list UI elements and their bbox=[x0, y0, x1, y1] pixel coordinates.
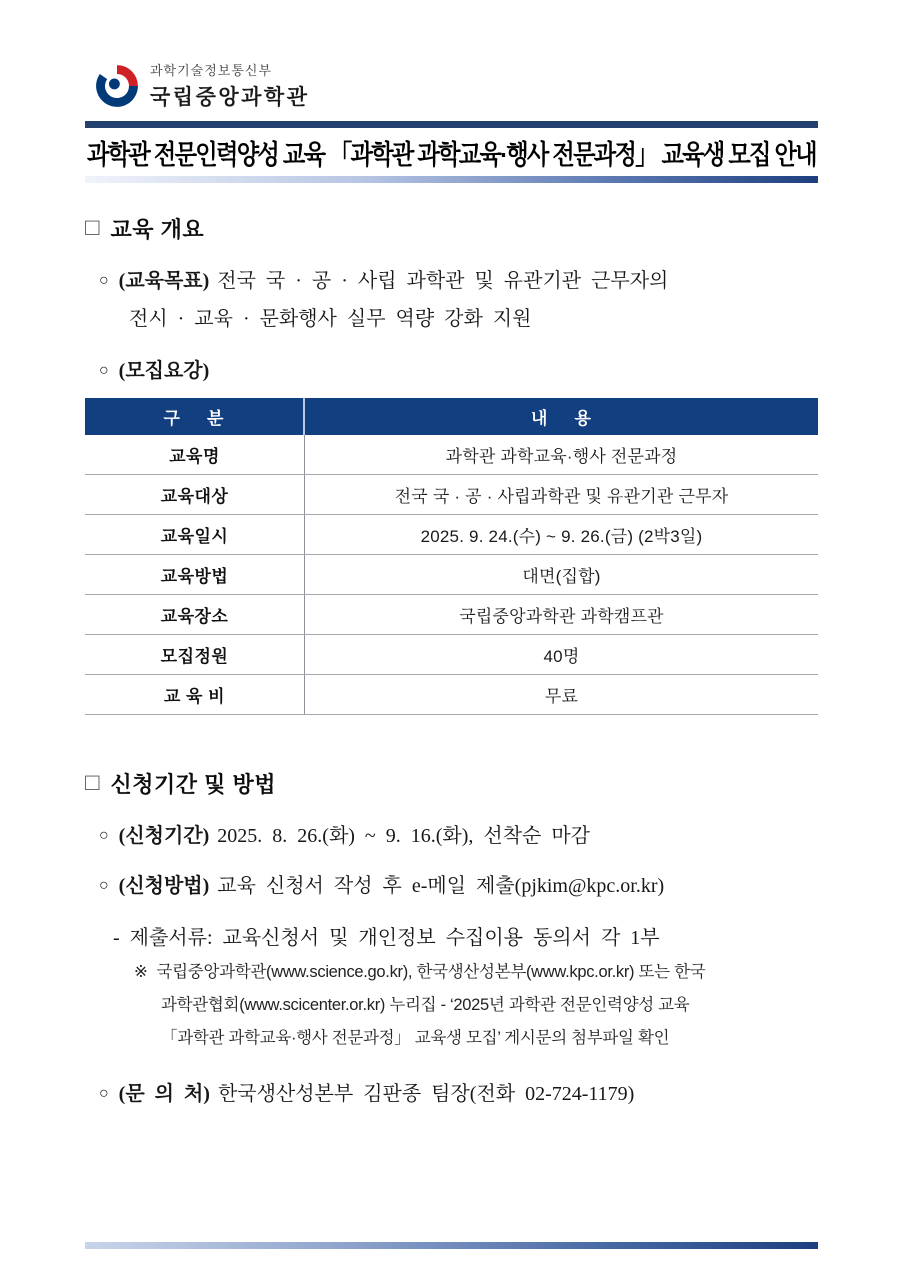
table-row bbox=[85, 555, 818, 595]
note-text-3: 「과학관 과학교육·행사 전문과정」 교육생 모집’ 게시문의 첨부파일 확인 bbox=[161, 1029, 670, 1047]
note-line-1 bbox=[134, 958, 705, 982]
organization-name: 국립중앙과학관 bbox=[150, 86, 310, 109]
note-text-2: 과학관협회(www.scicenter.or.kr) 누리집 - ‘2025년 과학관 전문인력양성 교육 bbox=[161, 996, 690, 1014]
row-value: 40명 bbox=[543, 647, 580, 666]
goal-label: (교육목표) bbox=[118, 270, 210, 292]
row-value: 과학관 과학교육·행사 전문과정 bbox=[445, 447, 678, 466]
row-label: 교육방법 bbox=[85, 555, 305, 594]
period-label: (신청기간) bbox=[118, 825, 210, 847]
section-apply-title: 신청기간 및 방법 bbox=[110, 772, 276, 797]
recruit-line bbox=[99, 354, 217, 383]
row-value: 전국 국 · 공 · 사립과학관 및 유관기관 근무자 bbox=[394, 487, 729, 506]
method-text: 교육 신청서 작성 후 e-메일 제출(pjkim@kpc.or.kr) bbox=[217, 875, 665, 897]
table-row bbox=[85, 435, 818, 475]
recruit-label: (모집요강) bbox=[118, 360, 210, 382]
table-header-row bbox=[85, 398, 818, 435]
row-label: 교육일시 bbox=[85, 515, 305, 554]
section-overview-title: 교육 개요 bbox=[110, 217, 205, 242]
circle-bullet-icon: ○ bbox=[99, 272, 109, 289]
page-title: 과학관 전문인력양성 교육 「과학관 과학교육·행사 전문과정」 교육생 모집 안내 bbox=[87, 140, 816, 170]
table-header-category: 구 분 bbox=[85, 398, 305, 435]
row-value: 대면(집합) bbox=[522, 567, 601, 586]
ministry-name: 과학기술정보통신부 bbox=[150, 63, 273, 78]
section-overview-heading bbox=[85, 213, 204, 244]
contact-label: (문 의 처) bbox=[118, 1083, 210, 1105]
goal-line-2 bbox=[129, 302, 531, 331]
table-row bbox=[85, 635, 818, 675]
gov-logo bbox=[94, 60, 310, 111]
footer-accent-bar bbox=[85, 1242, 818, 1249]
row-label: 교 육 비 bbox=[85, 675, 305, 714]
circle-bullet-icon: ○ bbox=[99, 877, 109, 894]
row-label: 모집정원 bbox=[85, 635, 305, 674]
row-label: 교육명 bbox=[85, 435, 305, 474]
apply-period-line bbox=[99, 819, 590, 848]
title-top-bar bbox=[85, 121, 818, 128]
contact-text: 한국생산성본부 김판종 팀장(전화 02-724-1179) bbox=[217, 1083, 635, 1105]
title-underline-bar bbox=[85, 176, 818, 183]
method-label: (신청방법) bbox=[118, 875, 210, 897]
dash-bullet-icon: - bbox=[113, 927, 120, 949]
row-value: 2025. 9. 24.(수) ~ 9. 26.(금) (2박3일) bbox=[420, 527, 703, 546]
documents-text: 제출서류: 교육신청서 및 개인정보 수집이용 동의서 각 1부 bbox=[129, 927, 660, 949]
row-label: 교육대상 bbox=[85, 475, 305, 514]
table-row bbox=[85, 595, 818, 635]
goal-text-1: 전국 국 · 공 · 사립 과학관 및 유관기관 근무자의 bbox=[217, 270, 669, 292]
apply-method-line bbox=[99, 869, 664, 898]
note-text-1: 국립중앙과학관(www.science.go.kr), 한국생산성본부(www.kpc.or.kr) 또는 한국 bbox=[156, 963, 706, 981]
taegeuk-emblem-icon bbox=[94, 63, 140, 109]
square-bullet-icon: □ bbox=[85, 768, 100, 796]
row-value: 국립중앙과학관 과학캠프관 bbox=[459, 607, 664, 626]
period-text: 2025. 8. 26.(화) ~ 9. 16.(화), 선착순 마감 bbox=[217, 825, 590, 847]
circle-bullet-icon: ○ bbox=[99, 827, 109, 844]
note-line-3 bbox=[161, 1024, 669, 1048]
table-row bbox=[85, 515, 818, 555]
note-line-2 bbox=[161, 991, 689, 1015]
title-banner bbox=[85, 121, 818, 183]
reference-mark-icon: ※ bbox=[134, 963, 148, 981]
table-header-content: 내 용 bbox=[531, 409, 592, 428]
documents-line bbox=[113, 921, 660, 950]
table-row bbox=[85, 675, 818, 715]
goal-text-2: 전시 · 교육 · 문화행사 실무 역량 강화 지원 bbox=[129, 308, 532, 330]
circle-bullet-icon: ○ bbox=[99, 362, 109, 379]
section-apply-heading bbox=[85, 768, 276, 799]
goal-line-1 bbox=[99, 264, 668, 293]
contact-line bbox=[99, 1077, 634, 1106]
table-row bbox=[85, 475, 818, 515]
square-bullet-icon: □ bbox=[85, 213, 100, 241]
row-value: 무료 bbox=[544, 687, 579, 706]
circle-bullet-icon: ○ bbox=[99, 1085, 109, 1102]
row-label: 교육장소 bbox=[85, 595, 305, 634]
recruitment-table bbox=[85, 398, 818, 715]
